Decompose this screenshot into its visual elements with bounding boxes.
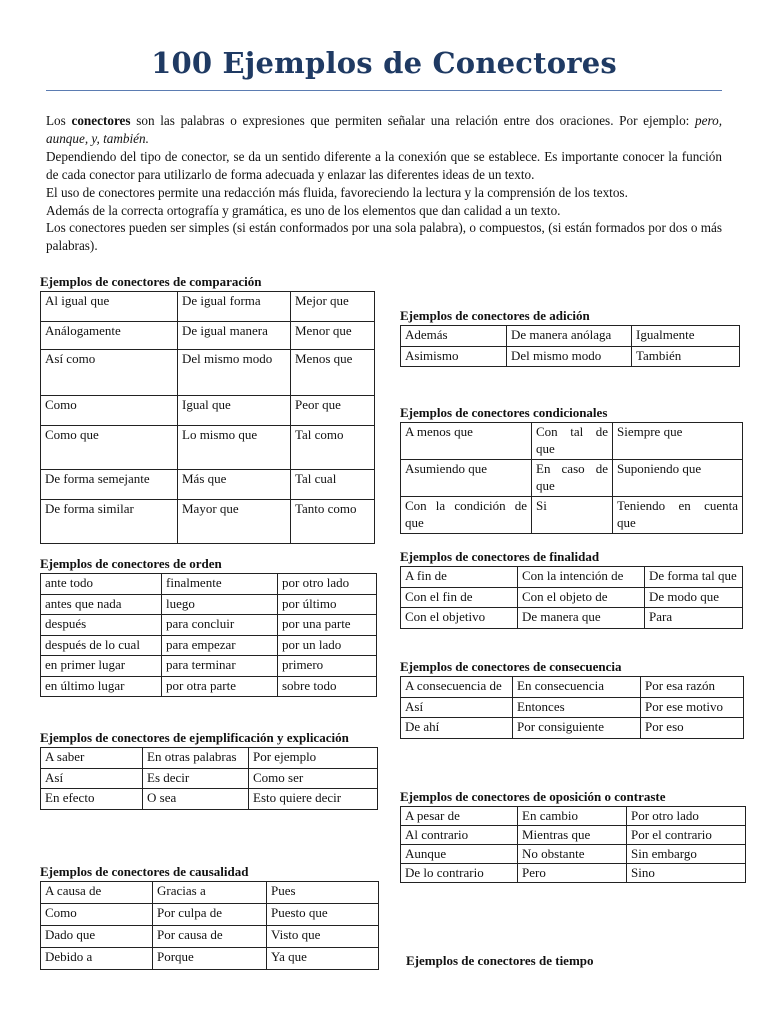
table-cell: Igualmente: [632, 326, 740, 347]
table-cell: Del mismo modo: [178, 350, 291, 396]
table-row: [41, 656, 377, 677]
table-cell: Pero: [518, 864, 627, 883]
table-row: [401, 587, 743, 608]
connector-table: [400, 422, 743, 534]
intro-paragraph-3: El uso de conectores permite una redacción más fluida, favoreciendo la lectura y la comprensión de los textos.: [46, 184, 628, 200]
intro-bold-conectores: conectores: [71, 113, 131, 128]
table-row: [41, 426, 375, 470]
table-cell: Porque: [153, 948, 267, 970]
table-row: [401, 677, 744, 698]
table-row: [41, 500, 375, 544]
table-cell: Con el objetivo: [401, 608, 518, 629]
table-row: [401, 326, 740, 347]
table-row: [401, 697, 744, 718]
table-cell: O sea: [143, 789, 249, 810]
table-cell: Con tal de que: [532, 423, 613, 460]
table-cell: De igual forma: [178, 292, 291, 322]
page-title: 100 Ejemplos de Conectores: [151, 46, 617, 80]
table-cell: En cambio: [518, 807, 627, 826]
table-row: [41, 635, 377, 656]
table-cell: De igual manera: [178, 322, 291, 350]
table-cell: para concluir: [162, 615, 278, 636]
table-cell: De modo que: [645, 587, 743, 608]
table-cell: Por culpa de: [153, 904, 267, 926]
table-cell: Por el contrario: [627, 826, 746, 845]
table-cell: Pues: [267, 882, 379, 904]
connector-table: [400, 806, 746, 883]
table-row: [41, 948, 379, 970]
table-cell: Como ser: [249, 768, 378, 789]
section-consecuencia: [400, 659, 743, 739]
table-cell: luego: [162, 594, 278, 615]
table-cell: Sin embargo: [627, 845, 746, 864]
table-cell: por un lado: [278, 635, 377, 656]
table-row: [41, 768, 378, 789]
intro-italic-examples: pero, aunque, y, también.: [46, 113, 722, 146]
table-cell: Visto que: [267, 926, 379, 948]
table-cell: Siempre que: [613, 423, 743, 460]
section-heading: Ejemplos de conectores de finalidad: [400, 549, 600, 564]
table-cell: por otra parte: [162, 676, 278, 697]
section-tiempo: [406, 953, 706, 970]
section-heading: Ejemplos de conectores condicionales: [400, 405, 608, 420]
section-condicionales: [400, 405, 742, 534]
table-cell: Entonces: [513, 697, 641, 718]
table-cell: De manera anólaga: [507, 326, 632, 347]
connector-table: [40, 747, 378, 810]
section-heading: Ejemplos de conectores de consecuencia: [400, 659, 622, 674]
table-cell: De forma semejante: [41, 470, 178, 500]
table-cell: A causa de: [41, 882, 153, 904]
table-cell: Con el objeto de: [518, 587, 645, 608]
table-cell: Menos que: [291, 350, 375, 396]
table-cell: Como: [41, 396, 178, 426]
section-heading: Ejemplos de conectores de causalidad: [40, 864, 249, 879]
table-cell: Teniendo en cuenta que: [613, 497, 743, 534]
table-cell: Asumiendo que: [401, 460, 532, 497]
table-cell: Asimismo: [401, 346, 507, 367]
table-cell: en primer lugar: [41, 656, 162, 677]
table-cell: Tal como: [291, 426, 375, 470]
table-cell: Si: [532, 497, 613, 534]
table-cell: Por eso: [641, 718, 744, 739]
table-cell: Lo mismo que: [178, 426, 291, 470]
intro-paragraph-5: Los conectores pueden ser simples (si están conformados por una sola palabra), o compuestos, (si están formados por dos o más palabras).: [46, 220, 722, 254]
table-cell: Para: [645, 608, 743, 629]
connector-table: [400, 325, 740, 367]
table-cell: Mayor que: [178, 500, 291, 544]
connector-table: [400, 566, 743, 629]
table-row: [41, 292, 375, 322]
table-row: [401, 423, 743, 460]
table-cell: De forma tal que: [645, 567, 743, 588]
title-divider: [46, 90, 722, 91]
table-row: [41, 615, 377, 636]
table-row: [41, 322, 375, 350]
table-cell: Por otro lado: [627, 807, 746, 826]
table-cell: Al igual que: [41, 292, 178, 322]
table-row: [41, 748, 378, 769]
table-row: [401, 845, 746, 864]
table-cell: Con la intención de: [518, 567, 645, 588]
table-row: [401, 826, 746, 845]
section-heading: Ejemplos de conectores de tiempo: [406, 953, 594, 968]
table-cell: Por causa de: [153, 926, 267, 948]
table-cell: En efecto: [41, 789, 143, 810]
table-row: [41, 789, 378, 810]
table-cell: Por consiguiente: [513, 718, 641, 739]
table-cell: Por ese motivo: [641, 697, 744, 718]
table-cell: También: [632, 346, 740, 367]
table-cell: A pesar de: [401, 807, 518, 826]
table-row: [41, 676, 377, 697]
table-row: [401, 807, 746, 826]
table-row: [41, 470, 375, 500]
connector-table: [400, 676, 744, 739]
table-row: [401, 864, 746, 883]
table-cell: Con el fin de: [401, 587, 518, 608]
table-cell: De forma similar: [41, 500, 178, 544]
table-cell: De lo contrario: [401, 864, 518, 883]
table-cell: Con la condición de que: [401, 497, 532, 534]
table-cell: Al contrario: [401, 826, 518, 845]
table-row: [41, 574, 377, 595]
section-heading: Ejemplos de conectores de orden: [40, 556, 222, 571]
section-heading: Ejemplos de conectores de comparación: [40, 274, 262, 289]
table-cell: A saber: [41, 748, 143, 769]
table-cell: A fin de: [401, 567, 518, 588]
section-finalidad: [400, 549, 742, 629]
section-causalidad: [40, 864, 378, 970]
intro-text-1a: Los: [46, 113, 72, 128]
table-cell: Como: [41, 904, 153, 926]
table-cell: para empezar: [162, 635, 278, 656]
table-row: [41, 904, 379, 926]
table-row: [41, 882, 379, 904]
section-heading: Ejemplos de conectores de ejemplificación y explicación: [40, 730, 349, 745]
table-cell: por otro lado: [278, 574, 377, 595]
section-adicion: [400, 308, 739, 367]
table-cell: A menos que: [401, 423, 532, 460]
table-row: [41, 396, 375, 426]
table-cell: Así como: [41, 350, 178, 396]
section-ejemplificacion: [40, 730, 377, 810]
table-cell: Peor que: [291, 396, 375, 426]
section-orden: [40, 556, 376, 697]
table-cell: Como que: [41, 426, 178, 470]
table-cell: después: [41, 615, 162, 636]
table-cell: Más que: [178, 470, 291, 500]
table-cell: para terminar: [162, 656, 278, 677]
table-cell: sobre todo: [278, 676, 377, 697]
table-cell: No obstante: [518, 845, 627, 864]
intro-text: [46, 112, 722, 255]
section-comparacion: [40, 274, 374, 544]
table-cell: Igual que: [178, 396, 291, 426]
table-row: [401, 608, 743, 629]
table-cell: Sino: [627, 864, 746, 883]
table-cell: finalmente: [162, 574, 278, 595]
table-row: [41, 594, 377, 615]
table-cell: Es decir: [143, 768, 249, 789]
intro-paragraph-2: Dependiendo del tipo de conector, se da un sentido diferente a la conexión que se establece. Es importante conocer la función de cada conector para utilizarlo de forma adecuada y enlazar las diferentes ideas de un texto.: [46, 148, 722, 182]
table-cell: En consecuencia: [513, 677, 641, 698]
section-heading: Ejemplos de conectores de adición: [400, 308, 590, 323]
table-cell: Puesto que: [267, 904, 379, 926]
table-cell: De manera que: [518, 608, 645, 629]
table-cell: A consecuencia de: [401, 677, 513, 698]
table-cell: En otras palabras: [143, 748, 249, 769]
table-cell: Suponiendo que: [613, 460, 743, 497]
table-cell: Por esa razón: [641, 677, 744, 698]
table-cell: Mientras que: [518, 826, 627, 845]
table-cell: por último: [278, 594, 377, 615]
table-cell: Ya que: [267, 948, 379, 970]
table-row: [401, 497, 743, 534]
table-cell: por una parte: [278, 615, 377, 636]
intro-paragraph-1: [46, 112, 722, 148]
table-row: [401, 346, 740, 367]
table-cell: Debido a: [41, 948, 153, 970]
table-cell: Del mismo modo: [507, 346, 632, 367]
table-cell: Además: [401, 326, 507, 347]
section-oposicion: [400, 789, 745, 883]
table-cell: Análogamente: [41, 322, 178, 350]
connector-table: [40, 881, 379, 970]
table-row: [401, 460, 743, 497]
table-cell: ante todo: [41, 574, 162, 595]
table-cell: Tanto como: [291, 500, 375, 544]
table-cell: Así: [41, 768, 143, 789]
table-cell: Así: [401, 697, 513, 718]
table-row: [41, 926, 379, 948]
table-cell: Menor que: [291, 322, 375, 350]
connector-table: [40, 573, 377, 697]
table-row: [401, 718, 744, 739]
table-cell: antes que nada: [41, 594, 162, 615]
table-cell: Esto quiere decir: [249, 789, 378, 810]
table-cell: en último lugar: [41, 676, 162, 697]
table-cell: De ahí: [401, 718, 513, 739]
section-heading: Ejemplos de conectores de oposición o contraste: [400, 789, 666, 804]
table-cell: después de lo cual: [41, 635, 162, 656]
intro-text-1b: son las palabras o expresiones que permiten señalar una relación entre dos oraciones. Por ejemplo:: [130, 113, 696, 128]
table-cell: primero: [278, 656, 377, 677]
table-cell: En caso de que: [532, 460, 613, 497]
table-cell: Por ejemplo: [249, 748, 378, 769]
connector-table: [40, 291, 375, 544]
table-row: [41, 350, 375, 396]
table-cell: Gracias a: [153, 882, 267, 904]
table-row: [401, 567, 743, 588]
table-cell: Mejor que: [291, 292, 375, 322]
intro-paragraph-4: Además de la correcta ortografía y gramática, es uno de los elementos que dan calidad a un texto.: [46, 202, 561, 218]
table-cell: Aunque: [401, 845, 518, 864]
table-cell: Dado que: [41, 926, 153, 948]
table-cell: Tal cual: [291, 470, 375, 500]
